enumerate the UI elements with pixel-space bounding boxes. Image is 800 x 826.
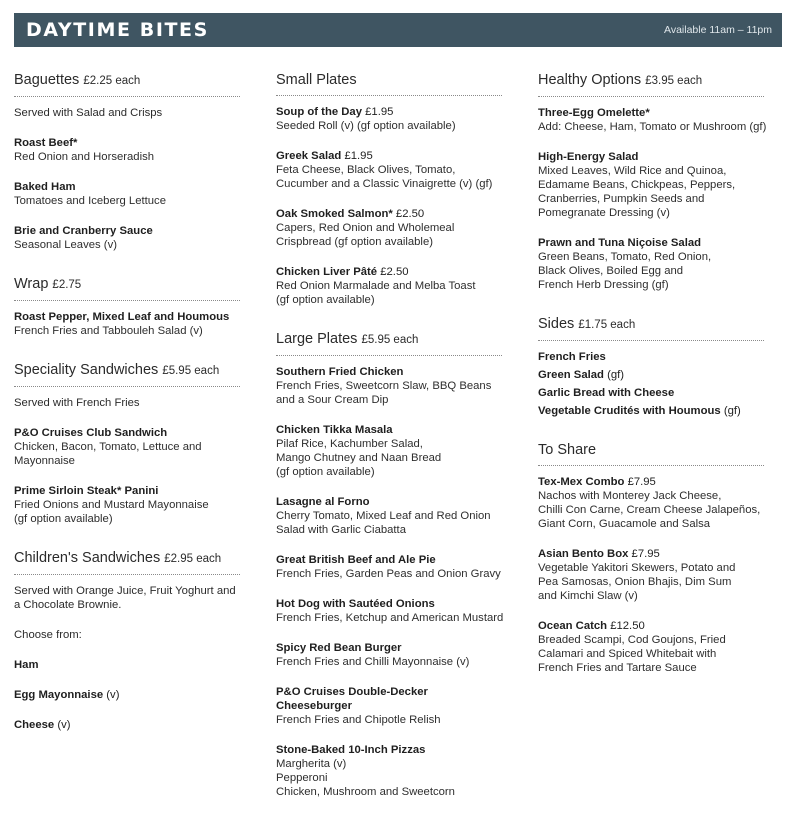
item-description: Red Onion Marmalade and Melba Toast (gf option available) bbox=[276, 280, 476, 306]
item-name bbox=[276, 743, 516, 757]
section-name: Sides bbox=[538, 316, 575, 332]
item-name bbox=[276, 365, 516, 379]
item-description: French Fries and Chilli Mayonnaise (v) bbox=[276, 656, 470, 668]
item-name bbox=[276, 265, 516, 279]
item-description: Seeded Roll (v) (gf option available) bbox=[276, 120, 456, 132]
menu-item bbox=[14, 136, 254, 164]
section-divider bbox=[14, 386, 240, 387]
item-price: £2.50 bbox=[380, 266, 409, 278]
item-name bbox=[538, 106, 778, 120]
menu-item bbox=[538, 350, 778, 364]
item-description: Nachos with Monterey Jack Cheese, Chilli Con Carne, Cream Cheese Jalapeños, Giant Corn, Guacamole and Salsa bbox=[538, 490, 761, 530]
menu-title: DAYTIME BITES bbox=[26, 19, 209, 41]
item-name-text: Baked Ham bbox=[14, 181, 76, 193]
item-description: Chicken, Bacon, Tomato, Lettuce and Mayonnaise bbox=[14, 441, 202, 467]
item-name bbox=[276, 495, 516, 509]
item-description: French Fries, Ketchup and American Mustard bbox=[276, 612, 504, 624]
item-description: Seasonal Leaves (v) bbox=[14, 239, 117, 251]
menu-item bbox=[538, 547, 778, 603]
item-name bbox=[538, 547, 778, 561]
section-title bbox=[276, 329, 516, 350]
menu-item bbox=[14, 688, 254, 702]
item-price: £1.95 bbox=[365, 106, 394, 118]
item-name bbox=[276, 553, 516, 567]
item-name bbox=[14, 180, 254, 194]
section-name: Large Plates bbox=[276, 331, 358, 347]
menu-item bbox=[276, 553, 516, 581]
menu-item bbox=[276, 423, 516, 479]
item-description: Breaded Scampi, Cod Goujons, Fried Calamari and Spiced Whitebait with French Fries and Tartare Sauce bbox=[538, 634, 726, 674]
menu-column-1 bbox=[14, 70, 254, 754]
item-name bbox=[14, 136, 254, 150]
menu-section bbox=[276, 329, 516, 799]
item-name bbox=[276, 149, 516, 163]
item-name bbox=[538, 619, 778, 633]
item-name bbox=[14, 658, 254, 672]
menu-item bbox=[14, 426, 254, 468]
section-name: Speciality Sandwiches bbox=[14, 362, 159, 378]
item-name bbox=[276, 423, 516, 437]
item-price: £12.50 bbox=[610, 620, 645, 632]
menu-section bbox=[538, 70, 778, 292]
item-name-text: Prawn and Tuna Niçoise Salad bbox=[538, 237, 702, 249]
section-divider bbox=[276, 355, 502, 356]
item-name bbox=[538, 475, 778, 489]
item-name bbox=[538, 350, 778, 364]
item-name-text: Cheese bbox=[14, 719, 55, 731]
section-title bbox=[14, 548, 254, 569]
item-name bbox=[538, 236, 778, 250]
item-description: Margherita (v) Pepperoni Chicken, Mushroom and Sweetcorn bbox=[276, 758, 455, 798]
item-description: French Fries and Chipotle Relish bbox=[276, 714, 441, 726]
menu-section bbox=[538, 314, 778, 418]
section-price: £2.25 each bbox=[83, 75, 141, 87]
item-name bbox=[14, 688, 254, 702]
item-name-text: High-Energy Salad bbox=[538, 151, 639, 163]
menu-item bbox=[538, 236, 778, 292]
item-name bbox=[538, 386, 778, 400]
section-price: £5.95 each bbox=[162, 365, 220, 377]
item-name-text: Garlic Bread with Cheese bbox=[538, 387, 675, 399]
item-description: Mixed Leaves, Wild Rice and Quinoa, Edamame Beans, Chickpeas, Peppers, Cranberries, Pumpkin Seeds and Pomegranate Dressing (v) bbox=[538, 165, 736, 219]
menu-section bbox=[538, 440, 778, 675]
menu-section bbox=[14, 548, 254, 732]
section-price: £1.75 each bbox=[578, 319, 636, 331]
item-description: Fried Onions and Mustard Mayonnaise (gf option available) bbox=[14, 499, 209, 525]
menu-header bbox=[14, 13, 782, 47]
item-description: Cherry Tomato, Mixed Leaf and Red Onion Salad with Garlic Ciabatta bbox=[276, 510, 491, 536]
section-title bbox=[538, 440, 778, 460]
section-divider bbox=[14, 574, 240, 575]
item-name-text: Greek Salad bbox=[276, 150, 342, 162]
item-name-text: Lasagne al Forno bbox=[276, 496, 370, 508]
menu-item bbox=[538, 150, 778, 220]
section-title bbox=[276, 70, 516, 90]
section-title bbox=[538, 314, 778, 335]
menu-item bbox=[538, 368, 778, 382]
menu-section bbox=[276, 70, 516, 307]
item-description: Pilaf Rice, Kachumber Salad, Mango Chutney and Naan Bread (gf option available) bbox=[276, 438, 442, 478]
menu-item bbox=[538, 475, 778, 531]
section-divider bbox=[538, 465, 764, 466]
section-name: Small Plates bbox=[276, 72, 357, 88]
item-name bbox=[276, 641, 516, 655]
item-description: Tomatoes and Iceberg Lettuce bbox=[14, 195, 166, 207]
section-title bbox=[14, 360, 254, 381]
section-title bbox=[14, 274, 254, 295]
section-note: Served with French Fries bbox=[14, 397, 140, 409]
item-name-text: Egg Mayonnaise bbox=[14, 689, 104, 701]
menu-item bbox=[538, 619, 778, 675]
menu-column-2 bbox=[276, 70, 516, 821]
item-price: £7.95 bbox=[631, 548, 660, 560]
item-diet-tag: (v) bbox=[106, 689, 120, 701]
section-name: Healthy Options bbox=[538, 72, 642, 88]
item-description: Add: Cheese, Ham, Tomato or Mushroom (gf) bbox=[538, 121, 767, 133]
item-description: French Fries, Garden Peas and Onion Gravy bbox=[276, 568, 501, 580]
item-name-text: French Fries bbox=[538, 351, 606, 363]
menu-section bbox=[14, 70, 254, 252]
menu-item bbox=[276, 207, 516, 249]
item-name-text: Roast Pepper, Mixed Leaf and Houmous bbox=[14, 311, 230, 323]
item-name bbox=[14, 426, 254, 440]
menu-item bbox=[276, 495, 516, 537]
availability-note: Available 11am – 11pm bbox=[664, 24, 772, 36]
section-note: Served with Salad and Crisps bbox=[14, 107, 163, 119]
item-price: £2.50 bbox=[395, 208, 425, 220]
item-name-text: P&O Cruises Club Sandwich bbox=[14, 427, 168, 439]
item-description: Capers, Red Onion and Wholemeal Crispbread (gf option available) bbox=[276, 222, 455, 248]
section-title bbox=[14, 70, 254, 91]
item-price: £7.95 bbox=[627, 476, 656, 488]
section-price: £3.95 each bbox=[645, 75, 703, 87]
item-name-text: Great British Beef and Ale Pie bbox=[276, 554, 436, 566]
menu-item bbox=[276, 597, 516, 625]
item-name bbox=[276, 105, 516, 119]
item-description: Red Onion and Horseradish bbox=[14, 151, 155, 163]
section-name: Baguettes bbox=[14, 72, 80, 88]
section-price: £2.95 each bbox=[164, 553, 222, 565]
item-description: Feta Cheese, Black Olives, Tomato, Cucumber and a Classic Vinaigrette (v) (gf) bbox=[276, 164, 493, 190]
item-name-text: Ocean Catch bbox=[538, 620, 608, 632]
item-name-text: Roast Beef* bbox=[14, 137, 78, 149]
item-description: Green Beans, Tomato, Red Onion, Black Olives, Boiled Egg and French Herb Dressing (gf) bbox=[538, 251, 712, 291]
section-divider bbox=[14, 96, 240, 97]
menu-item bbox=[14, 658, 254, 672]
item-diet-tag: (gf) bbox=[723, 405, 741, 417]
item-name-text: Southern Fried Chicken bbox=[276, 366, 404, 378]
item-name-text: Hot Dog with Sautéed Onions bbox=[276, 598, 435, 610]
menu-item bbox=[276, 105, 516, 133]
menu-item bbox=[276, 365, 516, 407]
item-name bbox=[14, 224, 254, 238]
item-name-text: Spicy Red Bean Burger bbox=[276, 642, 402, 654]
item-price: £1.95 bbox=[344, 150, 373, 162]
item-name-text: Oak Smoked Salmon* bbox=[276, 208, 393, 220]
section-price: £5.95 each bbox=[361, 334, 419, 346]
menu-section bbox=[14, 360, 254, 526]
section-title bbox=[538, 70, 778, 91]
section-price: £2.75 bbox=[52, 279, 82, 291]
item-name-text: Asian Bento Box bbox=[538, 548, 629, 560]
menu-item bbox=[276, 685, 516, 727]
item-name bbox=[14, 484, 254, 498]
menu-item bbox=[538, 404, 778, 418]
menu-item bbox=[538, 386, 778, 400]
item-name bbox=[538, 368, 778, 382]
menu-column-3 bbox=[538, 70, 778, 697]
item-name-text: Tex-Mex Combo bbox=[538, 476, 625, 488]
item-name-text: Green Salad bbox=[538, 369, 604, 381]
menu-item bbox=[14, 224, 254, 252]
section-divider bbox=[538, 340, 764, 341]
item-description: Vegetable Yakitori Skewers, Potato and Pea Samosas, Onion Bhajis, Dim Sum and Kimchi Slaw (v) bbox=[538, 562, 736, 602]
item-name bbox=[276, 597, 516, 611]
item-name bbox=[538, 404, 778, 418]
menu-item bbox=[14, 718, 254, 732]
section-divider bbox=[14, 300, 240, 301]
item-name-text: Prime Sirloin Steak* Panini bbox=[14, 485, 159, 497]
item-name-text: P&O Cruises Double-Decker Cheeseburger bbox=[276, 686, 428, 712]
section-note-choose: Choose from: bbox=[14, 629, 82, 641]
section-divider bbox=[276, 95, 502, 96]
item-name bbox=[276, 685, 516, 713]
section-note: Served with Orange Juice, Fruit Yoghurt and a Chocolate Brownie. bbox=[14, 585, 236, 611]
section-name: Children's Sandwiches bbox=[14, 550, 161, 566]
section-name: Wrap bbox=[14, 276, 49, 292]
item-diet-tag: (v) bbox=[57, 719, 71, 731]
menu-item bbox=[14, 180, 254, 208]
section-name: To Share bbox=[538, 442, 597, 458]
item-name-text: Soup of the Day bbox=[276, 106, 362, 118]
menu-section bbox=[14, 274, 254, 338]
item-name-text: Stone-Baked 10-Inch Pizzas bbox=[276, 744, 426, 756]
menu-item bbox=[276, 265, 516, 307]
item-name bbox=[276, 207, 516, 221]
menu-item bbox=[538, 106, 778, 134]
item-name-text: Chicken Tikka Masala bbox=[276, 424, 393, 436]
item-description: French Fries and Tabbouleh Salad (v) bbox=[14, 325, 203, 337]
menu-item bbox=[14, 310, 254, 338]
item-name-text: Ham bbox=[14, 659, 39, 671]
menu-item bbox=[276, 641, 516, 669]
menu-item bbox=[14, 484, 254, 526]
item-name-text: Vegetable Crudités with Houmous bbox=[538, 405, 721, 417]
item-name bbox=[538, 150, 778, 164]
item-name-text: Brie and Cranberry Sauce bbox=[14, 225, 153, 237]
item-name bbox=[14, 718, 254, 732]
item-diet-tag: (gf) bbox=[607, 369, 625, 381]
item-name-text: Three-Egg Omelette* bbox=[538, 107, 650, 119]
menu-item bbox=[276, 743, 516, 799]
item-name-text: Chicken Liver Pâté bbox=[276, 266, 378, 278]
item-description: French Fries, Sweetcorn Slaw, BBQ Beans and a Sour Cream Dip bbox=[276, 380, 492, 406]
menu-item bbox=[276, 149, 516, 191]
item-name bbox=[14, 310, 254, 324]
section-divider bbox=[538, 96, 764, 97]
